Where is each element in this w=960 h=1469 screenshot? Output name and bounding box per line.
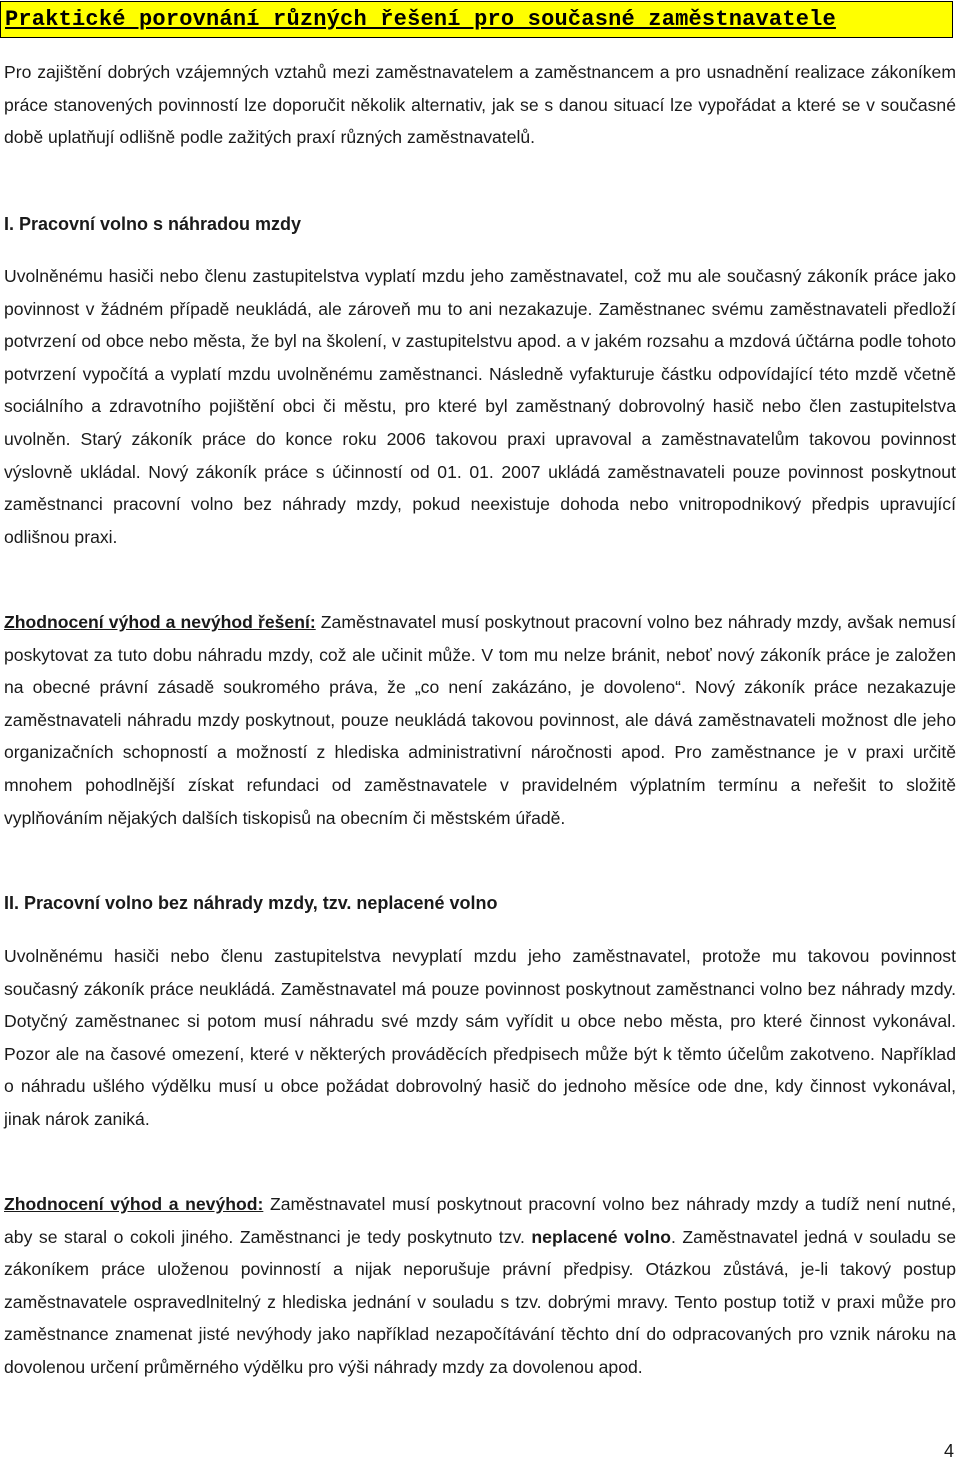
section-1-evaluation-label: Zhodnocení výhod a nevýhod řešení: [4,612,316,632]
section-1-paragraph: Uvolněnému hasiči nebo členu zastupitelstva vyplatí mzdu jeho zaměstnavatel, což mu ale současný zákoník práce jako povinnost v žádném případě neukládá, ale zároveň mu to ani nezakazuje. Zaměstnanec svému zaměstnavateli předloží potvrzení od obce nebo města, že byl na školení, v zastupitelstvu apod. a v jakém rozsahu a mzdová účtárna podle tohoto potvrzení vypočítá a vyplatí mzdu uvolněnému zaměstnanci. Následně vyfakturuje částku odpovídající této mzdě včetně sociálního a zdravotního pojištění obci či městu, pro které byl zaměstnaný dobrovolný hasič nebo člen zastupitelstva uvolněn. Starý zákoník práce do konce roku 2006 takovou praxi upravoval a zaměstnavatelům takovou povinnost výslovně ukládal. Nový zákoník práce s účinností od 01. 01. 2007 ukládá zaměstnavateli pouze povinnost poskytnout zaměstnanci pracovní volno bez náhrady mzdy, pokud neexistuje dohoda nebo vnitropodnikový předpis upravující odlišnou praxi. [4,266,956,547]
section-1-evaluation-text: Zaměstnavatel musí poskytnout pracovní volno bez náhrady mzdy, avšak nemusí poskytovat za tuto dobu náhradu mzdy, což ale učinit může. V tom mu nelze bránit, neboť nový zákoník práce je založen na obecné právní zásadě soukromého práva, že „co není zakázáno, je dovoleno“. Nový zákoník práce nezakazuje zaměstnavateli náhradu mzdy poskytnout, pouze neukládá takovou povinnost, ale dává zaměstnavateli možnost dle jeho organizačních schopností a možností z hlediska administrativní náročnosti apod. Pro zaměstnance je v praxi určitě mnohem pohodlnější získat refundaci od zaměstnavatele v pravidelném výplatním termínu a neřešit to složitě vyplňováním nějakých dalších tiskopisů na obecním či městském úřadě. [4,612,957,828]
section-2-evaluation-label: Zhodnocení výhod a nevýhod: [4,1194,264,1214]
section-2-evaluation-text-a: Zaměstnavatel musí poskytnout pracovní volno bez náhrady mzdy a tudíž není nutné, aby se staral o cokoli jiného. Zaměstnanci je tedy poskytnuto tzv. [4,1194,956,1247]
title-banner [0,1,953,38]
section-2-paragraph: Uvolněnému hasiči nebo členu zastupitelstva nevyplatí mzdu jeho zaměstnavatel, protože mu takovou povinnost současný zákoník práce neukládá. Zaměstnavatel má pouze povinnost poskytnout zaměstnanci volno bez náhrady mzdy. Dotyčný zaměstnanec si potom musí náhradu své mzdy sám vyřídit u obce nebo města, pro které činnost vykonával. Pozor ale na časové omezení, které v některých prováděcích předpisech může být k těmto účelům zakotveno. Například o náhradu ušlého výdělku musí u obce požádat dobrovolný hasič do jednoho měsíce ode dne, kdy činnost vykonával, jinak nárok zaniká. [4,946,956,1129]
intro-paragraph: Pro zajištění dobrých vzájemných vztahů mezi zaměstnavatelem a zaměstnancem a pro usnadnění realizace zákoníkem práce stanovených povinností lze doporučit několik alternativ, jak se s danou situací lze vypořádat a které se v současné době uplatňují odlišně podle zažitých praxí různých zaměstnavatelů. [4,62,956,148]
section-heading-1: I. Pracovní volno s náhradou mzdy [4,214,302,234]
page-number: 4 [943,1441,954,1461]
section-2-evaluation [4,1188,956,1384]
section-1-evaluation [4,606,956,834]
page-title: Praktické porovnání různých řešení pro současné zaměstnavatele [5,7,836,32]
section-2-evaluation-emphasis: neplacené volno [531,1226,671,1247]
section-heading-2: II. Pracovní volno bez náhrady mzdy, tzv. neplacené volno [4,893,498,913]
section-2-evaluation-text-b: . Zaměstnavatel jedná v souladu se zákoníkem práce uloženou povinností a nijak neporušuje právní předpisy. Otázkou zůstává, je-li takový postup zaměstnavatele ospravedlnitelný z hlediska jednání v souladu s tzv. dobrými mravy. Tento postup totiž v praxi může pro zaměstnance znamenat jisté nevýhody jako například nezapočítávání těchto dní do odpracovaných pro vznik nároku na dovolenou určení průměrného výdělku pro výši náhrady mzdy za dovolenou apod. [4,1226,957,1377]
